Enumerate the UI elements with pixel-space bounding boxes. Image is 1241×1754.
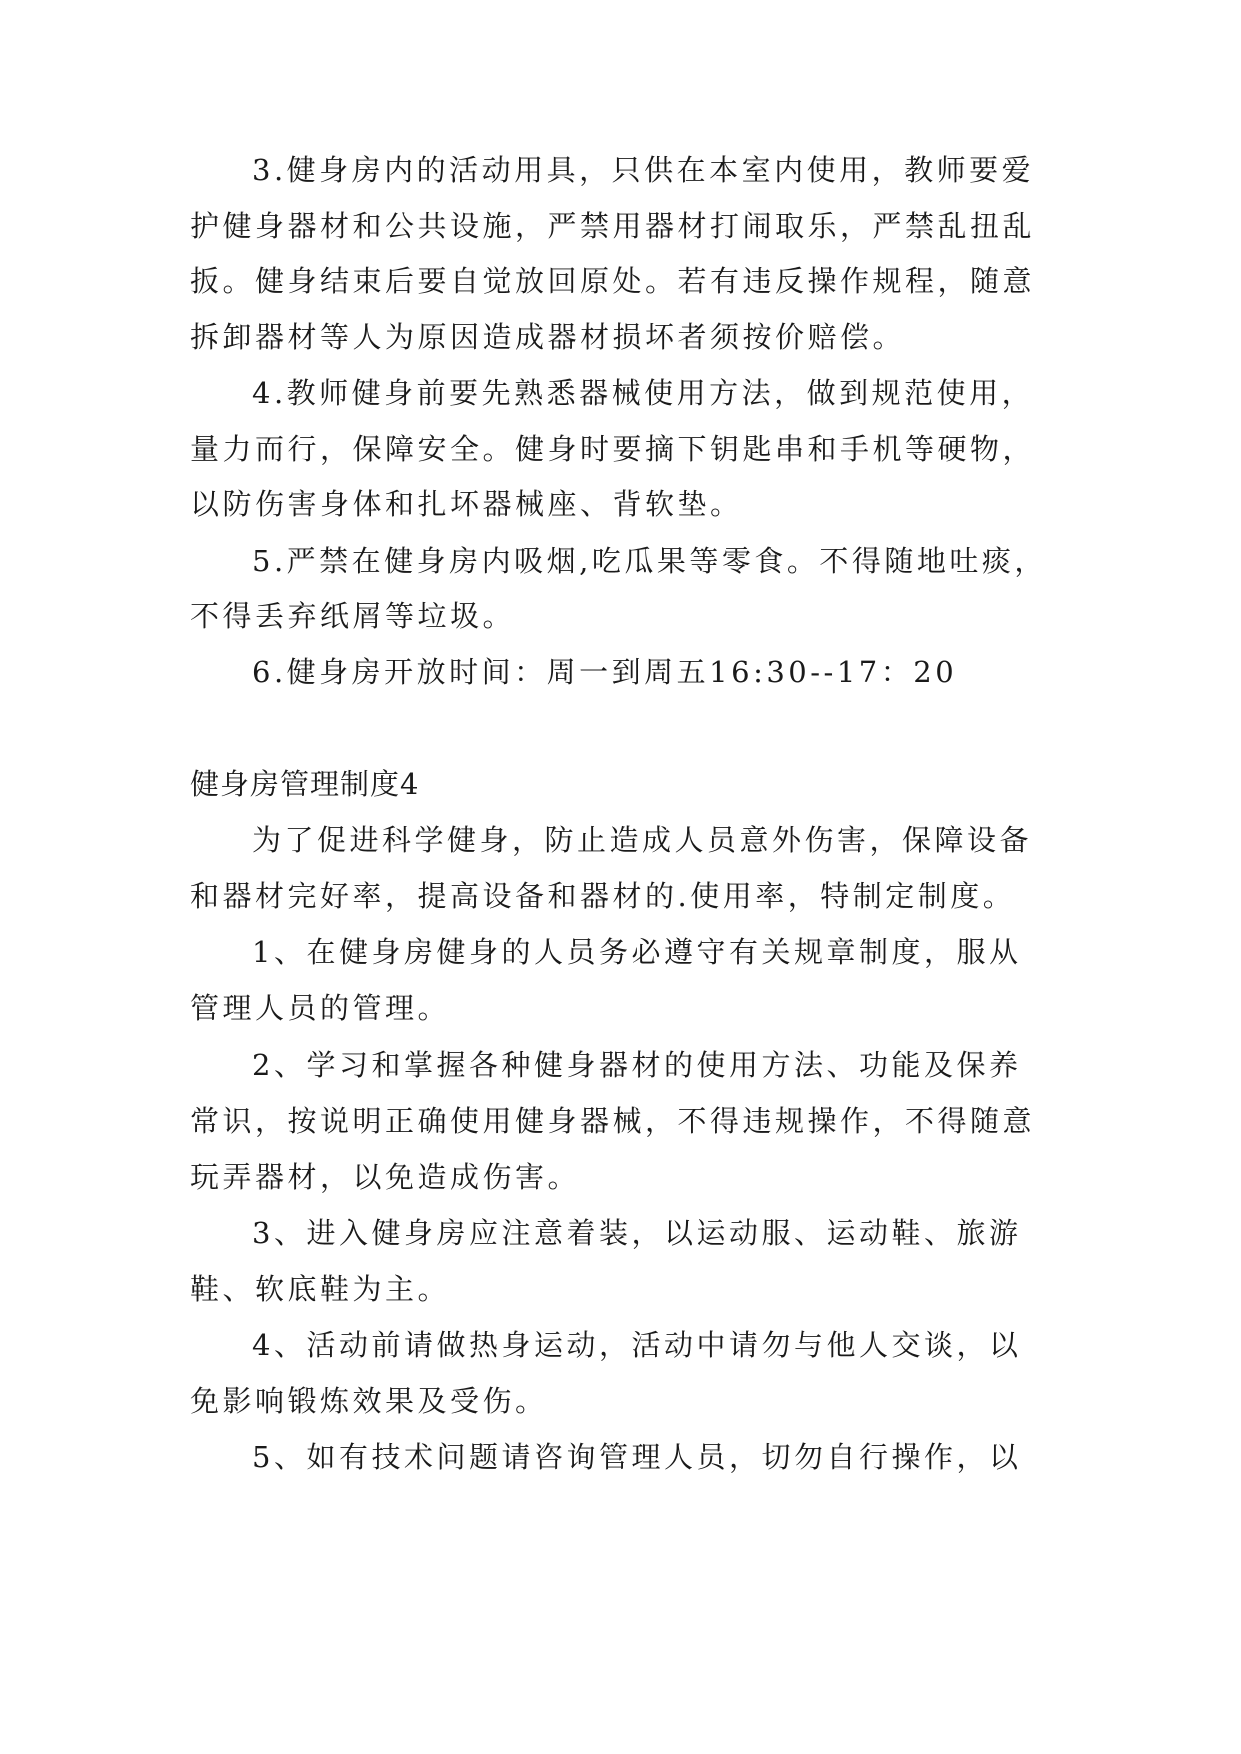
paragraph-line: 不得丢弃纸屑等垃圾。 (190, 599, 516, 633)
paragraph-line: 扳。健身结束后要自觉放回原处。若有违反操作规程，随意 (190, 264, 1036, 298)
paragraph-line: 玩弄器材，以免造成伤害。 (190, 1160, 581, 1194)
paragraph-line: 为了促进科学健身，防止造成人员意外伤害，保障设备 (252, 823, 1033, 857)
paragraph-line: 免影响锻炼效果及受伤。 (190, 1384, 548, 1418)
paragraph-line: 5.严禁在健身房内吸烟,吃瓜果等零食。不得随地吐痰， (252, 544, 1047, 578)
section-heading: 健身房管理制度4 (190, 767, 420, 801)
paragraph-line: 护健身器材和公共设施，严禁用器材打闹取乐，严禁乱扭乱 (190, 209, 1036, 243)
paragraph-line: 3.健身房内的活动用具，只供在本室内使用，教师要爱 (252, 153, 1035, 187)
paragraph-line: 常识，按说明正确使用健身器械，不得违规操作，不得随意 (190, 1104, 1036, 1138)
paragraph-line: 管理人员的管理。 (190, 991, 451, 1025)
paragraph-line: 6.健身房开放时间：周一到周五16:30--17：20 (252, 655, 958, 689)
paragraph-line: 鞋、软底鞋为主。 (190, 1272, 451, 1306)
paragraph-line: 5、如有技术问题请咨询管理人员，切勿自行操作，以 (252, 1440, 1022, 1474)
paragraph-line: 2、学习和掌握各种健身器材的使用方法、功能及保养 (252, 1048, 1022, 1082)
paragraph-line: 3、进入健身房应注意着装，以运动服、运动鞋、旅游 (252, 1216, 1022, 1250)
paragraph-line: 拆卸器材等人为原因造成器材损坏者须按价赔偿。 (190, 320, 906, 354)
paragraph-line: 量力而行，保障安全。健身时要摘下钥匙串和手机等硬物， (190, 432, 1036, 466)
paragraph-line: 4、活动前请做热身运动，活动中请勿与他人交谈，以 (252, 1328, 1022, 1362)
paragraph-line: 4.教师健身前要先熟悉器械使用方法，做到规范使用， (252, 376, 1035, 410)
paragraph-line: 1、在健身房健身的人员务必遵守有关规章制度，服从 (252, 935, 1022, 969)
paragraph-line: 和器材完好率，提高设备和器材的.使用率，特制定制度。 (190, 879, 1016, 913)
paragraph-line: 以防伤害身体和扎坏器械座、背软垫。 (190, 487, 743, 521)
